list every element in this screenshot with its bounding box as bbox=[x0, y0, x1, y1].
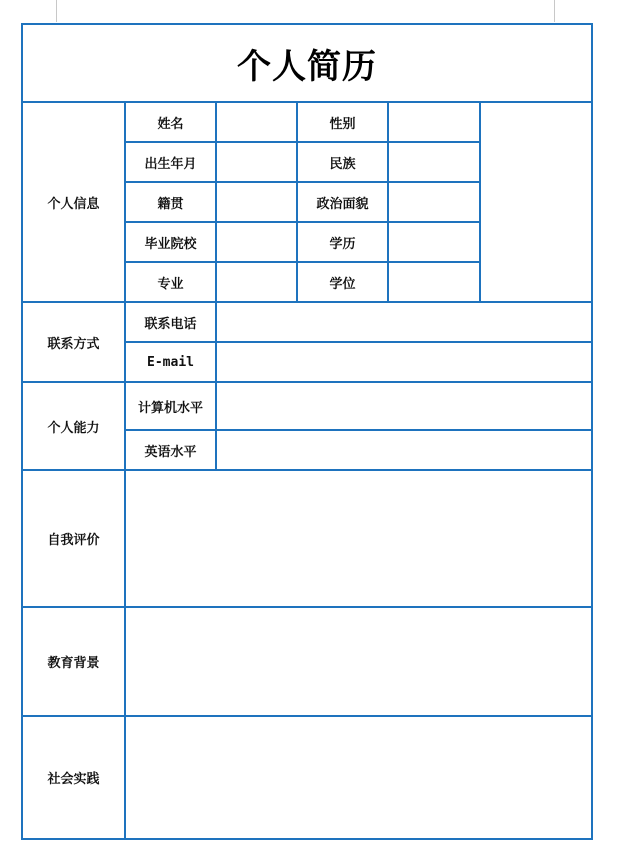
social-practice-content-cell[interactable] bbox=[125, 716, 592, 839]
field-label-gender: 性别 bbox=[297, 102, 388, 142]
field-label-computer-level: 计算机水平 bbox=[125, 382, 216, 430]
native-place-value-cell[interactable] bbox=[216, 182, 297, 222]
field-label-degree: 学位 bbox=[297, 262, 388, 302]
section-label-social-practice: 社会实践 bbox=[22, 716, 125, 839]
section-label-self-evaluation: 自我评价 bbox=[22, 470, 125, 607]
computer-level-value-cell[interactable] bbox=[216, 382, 592, 430]
major-value-cell[interactable] bbox=[216, 262, 297, 302]
phone-value-cell[interactable] bbox=[216, 302, 592, 342]
english-level-value-cell[interactable] bbox=[216, 430, 592, 470]
name-value-cell[interactable] bbox=[216, 102, 297, 142]
graduate-school-value-cell[interactable] bbox=[216, 222, 297, 262]
field-label-native-place: 籍贯 bbox=[125, 182, 216, 222]
field-label-birth-date: 出生年月 bbox=[125, 142, 216, 182]
section-label-personal-info: 个人信息 bbox=[22, 102, 125, 302]
education-content-cell[interactable] bbox=[125, 607, 592, 716]
email-value-cell[interactable] bbox=[216, 342, 592, 382]
self-evaluation-content-cell[interactable] bbox=[125, 470, 592, 607]
page-crop-mark-left bbox=[56, 0, 57, 22]
field-label-phone: 联系电话 bbox=[125, 302, 216, 342]
political-status-value-cell[interactable] bbox=[388, 182, 480, 222]
section-label-contact: 联系方式 bbox=[22, 302, 125, 382]
photo-cell[interactable] bbox=[480, 102, 592, 302]
section-label-education: 教育背景 bbox=[22, 607, 125, 716]
section-label-ability: 个人能力 bbox=[22, 382, 125, 470]
field-label-political-status: 政治面貌 bbox=[297, 182, 388, 222]
field-label-ethnicity: 民族 bbox=[297, 142, 388, 182]
resume-title: 个人简历 bbox=[22, 24, 592, 102]
birth-date-value-cell[interactable] bbox=[216, 142, 297, 182]
ethnicity-value-cell[interactable] bbox=[388, 142, 480, 182]
education-level-value-cell[interactable] bbox=[388, 222, 480, 262]
page-crop-mark-right bbox=[554, 0, 555, 22]
field-label-graduate-school: 毕业院校 bbox=[125, 222, 216, 262]
field-label-english-level: 英语水平 bbox=[125, 430, 216, 470]
degree-value-cell[interactable] bbox=[388, 262, 480, 302]
field-label-email: E-mail bbox=[125, 342, 216, 382]
field-label-name: 姓名 bbox=[125, 102, 216, 142]
field-label-major: 专业 bbox=[125, 262, 216, 302]
gender-value-cell[interactable] bbox=[388, 102, 480, 142]
resume-table bbox=[21, 23, 593, 840]
field-label-education-level: 学历 bbox=[297, 222, 388, 262]
